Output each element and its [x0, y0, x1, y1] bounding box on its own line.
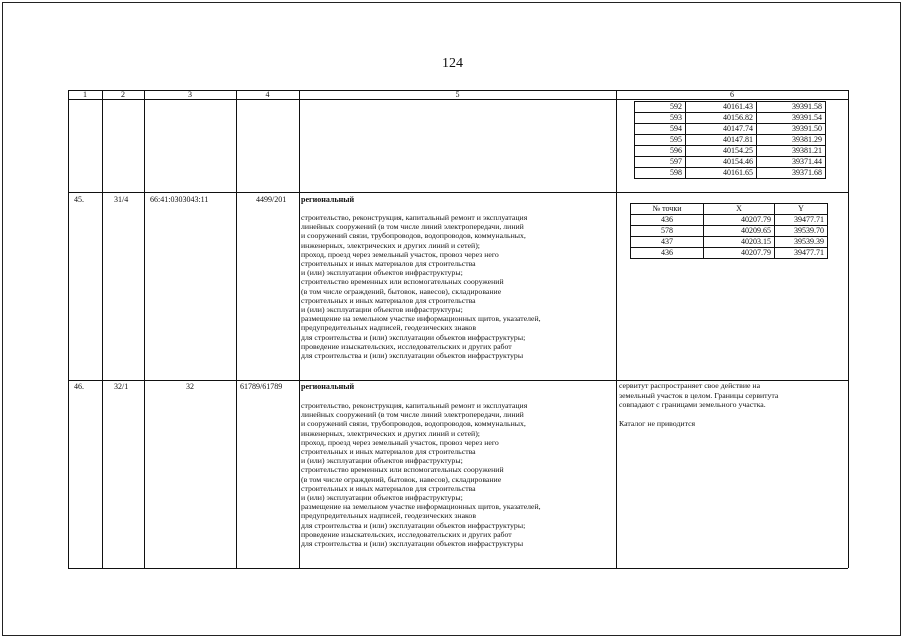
col-border-5 [616, 90, 617, 568]
table-row: 593 40156.82 39391.54 [635, 113, 826, 124]
table-header-row: № точки X Y [631, 204, 828, 215]
table-row: 598 40161.65 39371.68 [635, 168, 826, 179]
table-row: 596 40154.25 39381.21 [635, 146, 826, 157]
table-bottom-border [68, 568, 848, 569]
table-row: 436 40207.79 39477.71 [631, 215, 828, 226]
row-46-catalog-note: Каталог не приводится [619, 418, 696, 428]
table-row: 437 40203.15 39539.39 [631, 237, 828, 248]
col-header-6: 6 [730, 90, 734, 99]
table-row: 592 40161.43 39391.58 [635, 102, 826, 113]
col-border-0 [68, 90, 69, 568]
col-header-3: 3 [188, 90, 192, 99]
table-row: 594 40147.74 39391.50 [635, 124, 826, 135]
row-46-col4: 61789/61789 [240, 382, 283, 391]
row-45-number: 45. [74, 195, 84, 204]
table-row: 436 40207.79 39477.71 [631, 248, 828, 259]
table-row: 597 40154.46 39371.44 [635, 157, 826, 168]
col-border-3 [236, 90, 237, 568]
row-46-number: 46. [74, 382, 84, 391]
col-header-4: 4 [265, 90, 270, 99]
row-46-col2: 32/1 [114, 382, 129, 391]
row-45-col2: 31/4 [114, 195, 129, 204]
row-46-title: региональный [301, 382, 355, 391]
col-border-4 [299, 90, 300, 568]
header-bottom-border [68, 99, 848, 100]
row-45-title: региональный [301, 195, 355, 204]
row-45-description: строительство, реконструкция, капитальный ремонт и эксплуатация линейных сооружений (в том числе линий электропередачи, линий и сооружений связи, трубопроводов, водопроводов, коммунальных, инженерных, электрических и других линий и сетей); проход, проезд через земельный участок, провоз через него строительных и иных материалов для строительства и (или) эксплуатации объектов инфраструктуры; строительство временных или вспомогательных сооружений (в том числе ограждений, бытовок, навесов), складирование строительных и иных материалов для строительства и (или) эксплуатации объектов инфраструктуры; размещение на земельном участке информационных щитов, указателей, предупредительных надписей, геодезических знаков для строительства и (или) эксплуатации объектов инфраструктуры; проведение изыскательских, исследовательских и других работ для строительства и (или) эксплуатации объектов инфраструктуры [301, 213, 541, 361]
continued-coords-table [634, 101, 826, 179]
col-border-1 [102, 90, 103, 568]
col-header-1: 1 [83, 90, 87, 99]
col-border-2 [144, 90, 145, 568]
page-number: 124 [442, 56, 463, 71]
row-46-col3: 32 [186, 382, 194, 391]
row-45-cadastral: 66:41:0303043:11 [150, 195, 209, 204]
row-46-note: сервитут распространяет свое действие на земельный участок в целом. Границы сервитута совпадают с границами земельного участка. Каталог не приводится [619, 381, 845, 428]
row-46-description: строительство, реконструкция, капитальный ремонт и эксплуатация линейных сооружений (в том числе линий электропередачи, линий и сооружений связи, трубопроводов, водопроводов, коммунальных, инженерных, электрических и других линий и сетей); проход, проезд через земельный участок, провоз через него строительных и иных материалов для строительства и (или) эксплуатации объектов инфраструктуры; строительство временных или вспомогательных сооружений (в том числе ограждений, бытовок, навесов), складирование строительных и иных материалов для строительства и (или) эксплуатации объектов инфраструктуры; размещение на земельном участке информационных щитов, указателей, предупредительных надписей, геодезических знаков для строительства и (или) эксплуатации объектов инфраструктуры; проведение изыскательских, исследовательских и других работ для строительства и (или) эксплуатации объектов инфраструктуры [301, 401, 541, 549]
row-45-coords-table [630, 203, 828, 259]
table-row: 578 40209.65 39539.70 [631, 226, 828, 237]
col-header-5: 5 [455, 90, 460, 99]
row-45-col4: 4499/201 [256, 195, 287, 204]
col-header-2: 2 [121, 90, 125, 99]
row-separator-45 [68, 192, 848, 193]
col-border-6 [848, 90, 849, 568]
table-row: 595 40147.81 39381.29 [635, 135, 826, 146]
